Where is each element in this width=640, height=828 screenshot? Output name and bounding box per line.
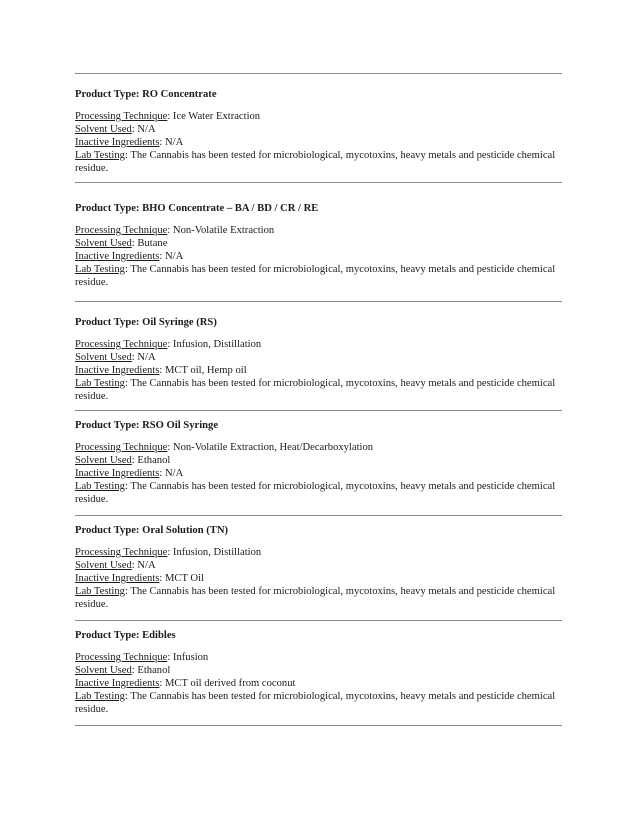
field-value: MCT oil derived from coconut: [165, 678, 296, 689]
field-label: Lab Testing: [75, 481, 125, 492]
field-row-solvent-used: [75, 454, 562, 467]
field-label: Solvent Used: [75, 124, 132, 135]
field-row-processing-technique: [75, 110, 562, 123]
field-separator: :: [167, 652, 173, 663]
field-value: N/A: [165, 468, 184, 479]
field-value: The Cannabis has been tested for microbiological, mycotoxins, heavy metals and pesticide chemical residue.: [75, 481, 556, 505]
field-row-inactive-ingredients: [75, 572, 562, 585]
product-section-edibles: [75, 620, 562, 726]
field-label: Lab Testing: [75, 150, 125, 161]
field-separator: :: [124, 378, 131, 389]
field-separator: :: [159, 678, 166, 689]
field-label: Solvent Used: [75, 352, 132, 363]
field-separator: :: [124, 586, 131, 597]
field-label: Solvent Used: [75, 560, 132, 571]
product-type-heading: Product Type: BHO Concentrate – BA / BD / CR / RE: [75, 203, 319, 214]
field-row-lab-testing: [75, 377, 562, 403]
field-separator: :: [131, 455, 138, 466]
field-label: Processing Technique: [75, 339, 168, 350]
field-value: N/A: [165, 251, 184, 262]
field-row-processing-technique: [75, 651, 562, 664]
field-separator: :: [159, 251, 166, 262]
field-row-processing-technique: [75, 224, 562, 237]
product-type-heading: Product Type: Edibles: [75, 630, 176, 641]
field-value: Ice Water Extraction: [172, 111, 261, 122]
field-label: Processing Technique: [75, 225, 168, 236]
product-section-ro-concentrate: [75, 73, 562, 182]
field-row-lab-testing: [75, 585, 562, 611]
field-separator: :: [131, 352, 138, 363]
field-label: Lab Testing: [75, 691, 125, 702]
field-separator: :: [167, 225, 173, 236]
field-separator: :: [159, 137, 166, 148]
field-value: N/A: [137, 560, 156, 571]
product-section-rso-oil-syringe: [75, 410, 562, 515]
field-value: The Cannabis has been tested for microbiological, mycotoxins, heavy metals and pesticide chemical residue.: [75, 691, 556, 715]
field-label: Processing Technique: [75, 111, 168, 122]
field-separator: :: [159, 468, 166, 479]
field-label: Inactive Ingredients: [75, 137, 160, 148]
field-label: Inactive Ingredients: [75, 365, 160, 376]
field-label: Inactive Ingredients: [75, 678, 160, 689]
field-row-lab-testing: [75, 149, 562, 175]
field-label: Processing Technique: [75, 442, 168, 453]
field-separator: :: [167, 339, 173, 350]
product-section-bho-concentrate: [75, 182, 562, 301]
product-type-heading: Product Type: RSO Oil Syringe: [75, 420, 219, 431]
field-row-lab-testing: [75, 690, 562, 716]
field-separator: :: [131, 665, 138, 676]
field-value: MCT oil, Hemp oil: [165, 365, 247, 376]
field-separator: :: [167, 442, 173, 453]
field-separator: :: [131, 238, 138, 249]
field-row-inactive-ingredients: [75, 250, 562, 263]
field-label: Processing Technique: [75, 547, 168, 558]
field-value: N/A: [137, 124, 156, 135]
field-row-lab-testing: [75, 480, 562, 506]
product-section-oil-syringe-rs: [75, 301, 562, 410]
field-value: MCT Oil: [165, 573, 204, 584]
field-row-processing-technique: [75, 441, 562, 454]
field-row-processing-technique: [75, 546, 562, 559]
field-value: N/A: [137, 352, 156, 363]
field-row-inactive-ingredients: [75, 467, 562, 480]
field-separator: :: [124, 264, 131, 275]
product-type-heading: Product Type: Oral Solution (TN): [75, 525, 229, 536]
field-value: Infusion: [172, 652, 209, 663]
field-value: Non-Volatile Extraction: [172, 225, 275, 236]
field-row-solvent-used: [75, 351, 562, 364]
field-row-solvent-used: [75, 123, 562, 136]
field-label: Lab Testing: [75, 586, 125, 597]
field-separator: :: [124, 691, 131, 702]
field-separator: :: [124, 150, 131, 161]
field-value: The Cannabis has been tested for microbiological, mycotoxins, heavy metals and pesticide chemical residue.: [75, 150, 556, 174]
field-value: N/A: [165, 137, 184, 148]
field-value: Infusion, Distillation: [172, 547, 262, 558]
field-separator: :: [167, 111, 173, 122]
field-label: Inactive Ingredients: [75, 251, 160, 262]
field-label: Inactive Ingredients: [75, 468, 160, 479]
field-row-solvent-used: [75, 664, 562, 677]
field-separator: :: [124, 481, 131, 492]
field-row-solvent-used: [75, 559, 562, 572]
field-value: The Cannabis has been tested for microbiological, mycotoxins, heavy metals and pesticide chemical residue.: [75, 264, 556, 288]
field-separator: :: [159, 573, 166, 584]
field-separator: :: [159, 365, 166, 376]
field-row-solvent-used: [75, 237, 562, 250]
field-row-processing-technique: [75, 338, 562, 351]
field-separator: :: [131, 124, 138, 135]
field-value: The Cannabis has been tested for microbiological, mycotoxins, heavy metals and pesticide chemical residue.: [75, 378, 556, 402]
product-type-heading: Product Type: Oil Syringe (RS): [75, 317, 217, 328]
field-value: Infusion, Distillation: [172, 339, 262, 350]
field-label: Solvent Used: [75, 455, 132, 466]
field-label: Solvent Used: [75, 665, 132, 676]
product-section-oral-solution-tn: [75, 515, 562, 620]
field-row-lab-testing: [75, 263, 562, 289]
field-value: Non-Volatile Extraction, Heat/Decarboxylation: [172, 442, 374, 453]
field-label: Lab Testing: [75, 378, 125, 389]
field-separator: :: [131, 560, 138, 571]
field-label: Inactive Ingredients: [75, 573, 160, 584]
field-value: Ethanol: [137, 665, 171, 676]
field-label: Lab Testing: [75, 264, 125, 275]
field-value: Ethanol: [137, 455, 171, 466]
field-separator: :: [167, 547, 173, 558]
field-row-inactive-ingredients: [75, 677, 562, 690]
field-value: The Cannabis has been tested for microbiological, mycotoxins, heavy metals and pesticide chemical residue.: [75, 586, 556, 610]
field-value: Butane: [137, 238, 168, 249]
field-row-inactive-ingredients: [75, 364, 562, 377]
field-label: Solvent Used: [75, 238, 132, 249]
field-label: Processing Technique: [75, 652, 168, 663]
field-row-inactive-ingredients: [75, 136, 562, 149]
product-type-heading: Product Type: RO Concentrate: [75, 89, 217, 100]
